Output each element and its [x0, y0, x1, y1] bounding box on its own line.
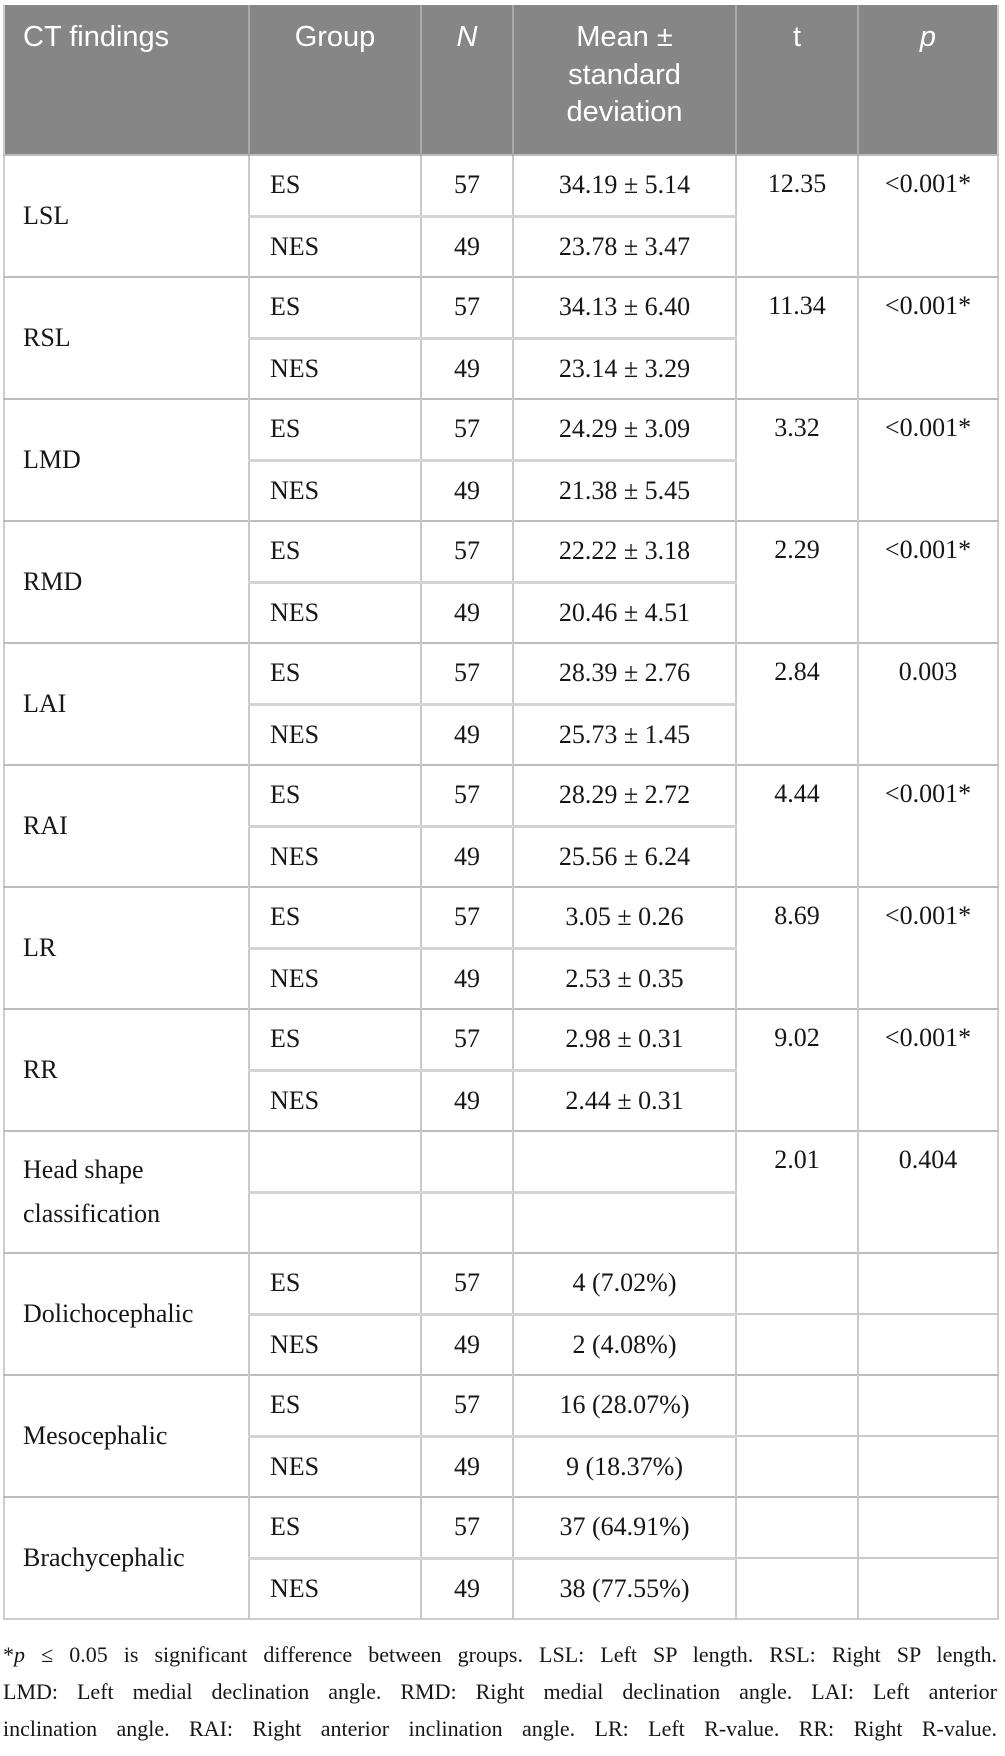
mean-cell: 25.56 ± 6.24 [513, 826, 736, 887]
finding-cell: LAI [4, 643, 249, 765]
group-cell: ES [249, 399, 421, 460]
mean-cell: 3.05 ± 0.26 [513, 887, 736, 948]
p-cell: <0.001* [858, 1009, 998, 1131]
n-cell: 49 [421, 582, 513, 643]
n-cell: 49 [421, 1314, 513, 1375]
p-cell [858, 1497, 998, 1558]
group-cell: ES [249, 887, 421, 948]
col-header-ct-findings: CT findings [4, 5, 249, 155]
n-cell [421, 1192, 513, 1253]
mean-cell: 37 (64.91%) [513, 1497, 736, 1558]
t-cell: 4.44 [736, 765, 858, 887]
t-cell: 2.84 [736, 643, 858, 765]
table-row [4, 1009, 998, 1070]
mean-cell: 4 (7.02%) [513, 1253, 736, 1314]
group-cell: NES [249, 460, 421, 521]
finding-cell: Brachycephalic [4, 1497, 249, 1619]
group-cell: ES [249, 765, 421, 826]
n-cell: 57 [421, 643, 513, 704]
statistics-table [3, 5, 999, 1620]
p-cell [858, 1558, 998, 1619]
p-cell [858, 1436, 998, 1497]
mean-cell [513, 1192, 736, 1253]
n-cell: 57 [421, 1375, 513, 1436]
group-cell: ES [249, 1009, 421, 1070]
n-cell: 57 [421, 521, 513, 582]
footnote-line: *p ≤ 0.05 is significant difference between groups. LSL: Left SP length. RSL: Right SP length. [3, 1642, 997, 1667]
group-cell: NES [249, 704, 421, 765]
t-cell [736, 1497, 858, 1558]
n-cell: 49 [421, 826, 513, 887]
col-header-t: t [736, 5, 858, 155]
group-cell: ES [249, 521, 421, 582]
n-cell: 57 [421, 399, 513, 460]
mean-cell: 34.13 ± 6.40 [513, 277, 736, 338]
mean-cell: 2.44 ± 0.31 [513, 1070, 736, 1131]
p-cell: <0.001* [858, 765, 998, 887]
n-cell: 49 [421, 948, 513, 1009]
t-cell: 9.02 [736, 1009, 858, 1131]
n-cell: 49 [421, 1070, 513, 1131]
table-row [4, 399, 998, 460]
group-cell: NES [249, 216, 421, 277]
col-header-mean-sd: Mean ± standard deviation [513, 5, 736, 155]
table-row [4, 155, 998, 216]
p-cell: 0.003 [858, 643, 998, 765]
t-cell [736, 1558, 858, 1619]
group-cell [249, 1131, 421, 1192]
t-cell [736, 1253, 858, 1314]
mean-cell: 16 (28.07%) [513, 1375, 736, 1436]
header-row [4, 5, 998, 155]
mean-cell: 2.53 ± 0.35 [513, 948, 736, 1009]
mean-cell: 28.29 ± 2.72 [513, 765, 736, 826]
group-cell: NES [249, 1558, 421, 1619]
table-row [4, 277, 998, 338]
group-cell: ES [249, 1497, 421, 1558]
mean-cell: 28.39 ± 2.76 [513, 643, 736, 704]
t-cell: 3.32 [736, 399, 858, 521]
t-cell: 11.34 [736, 277, 858, 399]
table-row [4, 1131, 998, 1192]
n-cell: 57 [421, 887, 513, 948]
n-cell: 49 [421, 216, 513, 277]
group-cell: NES [249, 826, 421, 887]
col-header-p: p [858, 5, 998, 155]
finding-cell: RAI [4, 765, 249, 887]
mean-cell: 20.46 ± 4.51 [513, 582, 736, 643]
n-cell: 49 [421, 704, 513, 765]
t-cell: 2.01 [736, 1131, 858, 1253]
footnote-line: inclination angle. RAI: Right anterior inclination angle. LR: Left R-value. RR: Right R-value. [3, 1716, 997, 1741]
t-cell [736, 1314, 858, 1375]
table-row [4, 521, 998, 582]
finding-cell: Head shape classification [4, 1131, 249, 1253]
n-cell: 49 [421, 1558, 513, 1619]
finding-cell: Mesocephalic [4, 1375, 249, 1497]
finding-cell: LMD [4, 399, 249, 521]
mean-cell: 23.14 ± 3.29 [513, 338, 736, 399]
col-header-n: N [421, 5, 513, 155]
t-cell: 8.69 [736, 887, 858, 1009]
group-cell: NES [249, 1070, 421, 1131]
mean-cell: 23.78 ± 3.47 [513, 216, 736, 277]
group-cell: NES [249, 582, 421, 643]
p-cell: <0.001* [858, 521, 998, 643]
mean-cell: 22.22 ± 3.18 [513, 521, 736, 582]
p-cell: <0.001* [858, 277, 998, 399]
p-cell [858, 1375, 998, 1436]
p-cell: <0.001* [858, 887, 998, 1009]
table-row [4, 1375, 998, 1436]
mean-cell [513, 1131, 736, 1192]
group-cell [249, 1192, 421, 1253]
table-footnote [3, 1636, 997, 1747]
finding-cell: LR [4, 887, 249, 1009]
n-cell: 57 [421, 765, 513, 826]
n-cell: 49 [421, 1436, 513, 1497]
mean-cell: 38 (77.55%) [513, 1558, 736, 1619]
p-cell: <0.001* [858, 155, 998, 277]
t-cell [736, 1436, 858, 1497]
group-cell: NES [249, 948, 421, 1009]
group-cell: ES [249, 1375, 421, 1436]
n-cell: 57 [421, 277, 513, 338]
finding-cell: RR [4, 1009, 249, 1131]
mean-cell: 21.38 ± 5.45 [513, 460, 736, 521]
t-cell [736, 1375, 858, 1436]
n-cell: 49 [421, 460, 513, 521]
n-cell: 57 [421, 1253, 513, 1314]
t-cell: 2.29 [736, 521, 858, 643]
table-row [4, 1253, 998, 1314]
group-cell: NES [249, 1436, 421, 1497]
t-cell: 12.35 [736, 155, 858, 277]
table-row [4, 1497, 998, 1558]
p-cell [858, 1253, 998, 1314]
group-cell: ES [249, 155, 421, 216]
mean-cell: 2 (4.08%) [513, 1314, 736, 1375]
finding-cell: RSL [4, 277, 249, 399]
n-cell [421, 1131, 513, 1192]
group-cell: NES [249, 1314, 421, 1375]
mean-cell: 2.98 ± 0.31 [513, 1009, 736, 1070]
table-row [4, 765, 998, 826]
col-header-group: Group [249, 5, 421, 155]
p-cell: <0.001* [858, 399, 998, 521]
p-cell [858, 1314, 998, 1375]
group-cell: ES [249, 277, 421, 338]
mean-cell: 24.29 ± 3.09 [513, 399, 736, 460]
finding-cell: LSL [4, 155, 249, 277]
group-cell: ES [249, 643, 421, 704]
mean-cell: 34.19 ± 5.14 [513, 155, 736, 216]
mean-cell: 25.73 ± 1.45 [513, 704, 736, 765]
group-cell: ES [249, 1253, 421, 1314]
mean-cell: 9 (18.37%) [513, 1436, 736, 1497]
p-cell: 0.404 [858, 1131, 998, 1253]
finding-cell: RMD [4, 521, 249, 643]
table-row [4, 887, 998, 948]
n-cell: 57 [421, 1009, 513, 1070]
group-cell: NES [249, 338, 421, 399]
n-cell: 49 [421, 338, 513, 399]
footnote-line: LMD: Left medial declination angle. RMD: Right medial declination angle. LAI: Left anterior [3, 1679, 997, 1704]
n-cell: 57 [421, 1497, 513, 1558]
table-row [4, 643, 998, 704]
finding-cell: Dolichocephalic [4, 1253, 249, 1375]
n-cell: 57 [421, 155, 513, 216]
